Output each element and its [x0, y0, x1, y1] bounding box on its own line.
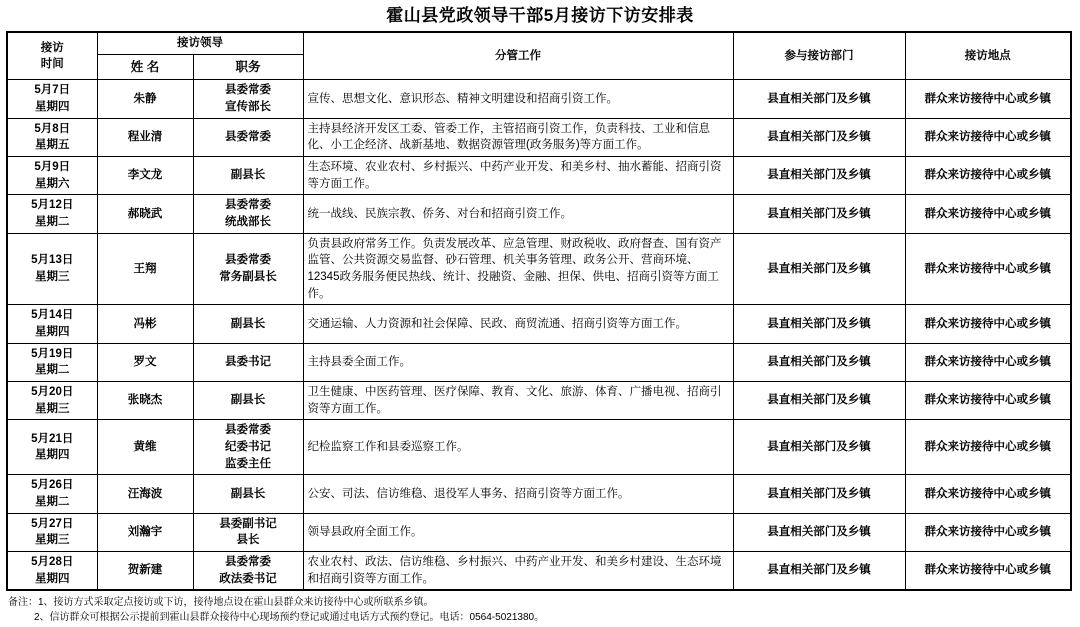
- cell-work: 农业农村、政法、信访维稳、乡村振兴、中药产业开发、和美乡村建设、生态环境和招商引资等方面工作。: [303, 551, 733, 590]
- cell-weekday: 星期三: [35, 270, 70, 283]
- cell-post: [193, 118, 303, 156]
- cell-post: [193, 513, 303, 551]
- cell-dept: 县直相关部门及乡镇: [733, 513, 905, 551]
- cell-dept: 县直相关部门及乡镇: [733, 420, 905, 475]
- column-header-place: 接访地点: [905, 32, 1071, 79]
- cell-weekday: 星期二: [35, 215, 70, 228]
- cell-post: [193, 156, 303, 194]
- cell-weekday: 星期四: [35, 325, 70, 338]
- cell-date: 5月21日: [31, 432, 74, 445]
- cell-post: [193, 305, 303, 343]
- cell-post-line: 县委常委: [225, 555, 271, 568]
- cell-weekday: 星期二: [35, 364, 70, 377]
- table-row: [7, 420, 1071, 475]
- cell-place: 群众来访接待中心或乡镇: [905, 551, 1071, 590]
- cell-date: 5月19日: [31, 347, 74, 360]
- cell-post-line: 副县长: [230, 317, 266, 330]
- cell-weekday: 星期六: [35, 177, 70, 190]
- cell-name: 冯彬: [97, 305, 193, 343]
- cell-weekday: 星期四: [35, 100, 70, 113]
- table-row: [7, 381, 1071, 419]
- cell-weekday: 星期三: [35, 534, 70, 547]
- table-row: [7, 195, 1071, 233]
- cell-place: 群众来访接待中心或乡镇: [905, 305, 1071, 343]
- table-row: [7, 156, 1071, 194]
- cell-name: 李文龙: [97, 156, 193, 194]
- cell-dept: 县直相关部门及乡镇: [733, 381, 905, 419]
- cell-work: 纪检监察工作和县委巡察工作。: [303, 420, 733, 475]
- cell-post-line: 县委书记: [225, 355, 271, 368]
- cell-date: 5月14日: [31, 309, 74, 322]
- cell-place: 群众来访接待中心或乡镇: [905, 381, 1071, 419]
- cell-name: 郝晓武: [97, 195, 193, 233]
- column-header-leader-group: 接访领导: [97, 32, 303, 54]
- cell-dept: 县直相关部门及乡镇: [733, 195, 905, 233]
- cell-post-line: 纪委书记: [225, 440, 271, 453]
- cell-place: 群众来访接待中心或乡镇: [905, 156, 1071, 194]
- cell-work: 宣传、思想文化、意识形态、精神文明建设和招商引资工作。: [303, 80, 733, 118]
- cell-work: 领导县政府全面工作。: [303, 513, 733, 551]
- cell-time: [7, 118, 97, 156]
- cell-time: [7, 513, 97, 551]
- cell-post-line: 县委常委: [225, 130, 271, 143]
- cell-name: 汪海波: [97, 475, 193, 513]
- cell-name: 黄维: [97, 420, 193, 475]
- cell-date: 5月13日: [31, 254, 74, 267]
- cell-post-line: 县委常委: [225, 424, 271, 437]
- cell-dept: 县直相关部门及乡镇: [733, 80, 905, 118]
- footnotes: [6, 595, 1074, 625]
- cell-time: [7, 156, 97, 194]
- cell-work: 统一战线、民族宗教、侨务、对台和招商引资工作。: [303, 195, 733, 233]
- cell-dept: 县直相关部门及乡镇: [733, 343, 905, 381]
- cell-post: [193, 551, 303, 590]
- table-row: [7, 513, 1071, 551]
- cell-place: 群众来访接待中心或乡镇: [905, 195, 1071, 233]
- cell-work: 负责县政府常务工作。负责发展改革、应急管理、财政税收、政府督查、国有资产监管、公共资源交易监督、砂石管理、机关事务管理、政务公开、营商环境、12345政务服务便民热线、统计、投融资、金融、担保、供电、招商引资等方面工作。: [303, 233, 733, 305]
- cell-work: 交通运输、人力资源和社会保障、民政、商贸流通、招商引资等方面工作。: [303, 305, 733, 343]
- cell-dept: 县直相关部门及乡镇: [733, 156, 905, 194]
- cell-work: 公安、司法、信访维稳、退役军人事务、招商引资等方面工作。: [303, 475, 733, 513]
- cell-name: 程业清: [97, 118, 193, 156]
- cell-dept: 县直相关部门及乡镇: [733, 118, 905, 156]
- table-row: [7, 233, 1071, 305]
- footnote-line-1: 备注：1、接访方式采取定点接访或下访，接待地点设在霍山县群众来访接待中心或所联系乡镇。: [8, 597, 434, 609]
- cell-weekday: 星期三: [35, 402, 70, 415]
- cell-post: [193, 233, 303, 305]
- cell-place: 群众来访接待中心或乡镇: [905, 80, 1071, 118]
- column-header-time-line2: 时间: [40, 58, 64, 71]
- cell-time: [7, 420, 97, 475]
- cell-post-line: 县委常委: [225, 199, 271, 212]
- table-row: [7, 80, 1071, 118]
- cell-name: 罗文: [97, 343, 193, 381]
- footnote-line-2: 2、信访群众可根据公示提前到霍山县群众接待中心现场预约登记或通过电话方式预约登记。电话：0564-5021380。: [34, 612, 545, 624]
- cell-post-line: 政法委书记: [219, 572, 277, 585]
- header-row-top: [7, 32, 1071, 54]
- cell-date: 5月26日: [31, 479, 74, 492]
- cell-weekday: 星期四: [35, 572, 70, 585]
- cell-post-line: 常务副县长: [219, 270, 277, 283]
- cell-dept: 县直相关部门及乡镇: [733, 233, 905, 305]
- cell-name: 王翔: [97, 233, 193, 305]
- cell-name: 刘瀚宇: [97, 513, 193, 551]
- cell-post: [193, 80, 303, 118]
- cell-post: [193, 420, 303, 475]
- cell-post-line: 县委常委: [225, 84, 271, 97]
- cell-time: [7, 343, 97, 381]
- cell-date: 5月8日: [34, 122, 71, 135]
- column-header-time-line1: 接访: [40, 41, 64, 54]
- cell-time: [7, 305, 97, 343]
- cell-post-line: 宣传部长: [225, 100, 271, 113]
- cell-place: 群众来访接待中心或乡镇: [905, 118, 1071, 156]
- cell-post-line: 监委主任: [225, 457, 271, 470]
- cell-post-line: 县委副书记: [219, 517, 277, 530]
- schedule-table: [6, 31, 1072, 591]
- cell-place: 群众来访接待中心或乡镇: [905, 420, 1071, 475]
- cell-weekday: 星期五: [35, 139, 70, 152]
- cell-dept: 县直相关部门及乡镇: [733, 475, 905, 513]
- column-header-post: 职务: [193, 55, 303, 80]
- cell-place: 群众来访接待中心或乡镇: [905, 343, 1071, 381]
- cell-name: 张晓杰: [97, 381, 193, 419]
- cell-work: 主持县委全面工作。: [303, 343, 733, 381]
- cell-name: 贺新建: [97, 551, 193, 590]
- cell-time: [7, 551, 97, 590]
- cell-post-line: 副县长: [230, 169, 266, 182]
- cell-time: [7, 195, 97, 233]
- column-header-dept: 参与接访部门: [733, 32, 905, 79]
- cell-date: 5月12日: [31, 199, 74, 212]
- cell-post-line: 县委常委: [225, 254, 271, 267]
- table-body: [7, 80, 1071, 591]
- cell-date: 5月28日: [31, 555, 74, 568]
- cell-post: [193, 475, 303, 513]
- cell-place: 群众来访接待中心或乡镇: [905, 233, 1071, 305]
- column-header-name: 姓 名: [97, 55, 193, 80]
- table-row: [7, 551, 1071, 590]
- cell-date: 5月7日: [34, 84, 71, 97]
- cell-dept: 县直相关部门及乡镇: [733, 305, 905, 343]
- cell-time: [7, 233, 97, 305]
- cell-time: [7, 475, 97, 513]
- table-header: [7, 32, 1071, 79]
- table-row: [7, 305, 1071, 343]
- cell-work: 生态环境、农业农村、乡村振兴、中药产业开发、和美乡村、抽水蓄能、招商引资等方面工作。: [303, 156, 733, 194]
- cell-work: 卫生健康、中医药管理、医疗保障、教育、文化、旅游、体育、广播电视、招商引资等方面工作。: [303, 381, 733, 419]
- cell-post-line: 统战部长: [225, 215, 271, 228]
- cell-place: 群众来访接待中心或乡镇: [905, 475, 1071, 513]
- table-row: [7, 118, 1071, 156]
- cell-work: 主持县经济开发区工委、管委工作，主管招商引资工作，负责科技、工业和信息化、小工企经济、战新基地、数据资源管理(政务服务)等方面工作。: [303, 118, 733, 156]
- cell-post: [193, 381, 303, 419]
- cell-dept: 县直相关部门及乡镇: [733, 551, 905, 590]
- cell-time: [7, 381, 97, 419]
- cell-date: 5月27日: [31, 517, 74, 530]
- cell-date: 5月20日: [31, 385, 74, 398]
- cell-post: [193, 195, 303, 233]
- cell-post-line: 副县长: [230, 394, 266, 407]
- cell-name: 朱静: [97, 80, 193, 118]
- cell-weekday: 星期四: [35, 449, 70, 462]
- column-header-work: 分管工作: [303, 32, 733, 79]
- table-row: [7, 343, 1071, 381]
- cell-post-line: 副县长: [230, 487, 266, 500]
- column-header-time: [7, 32, 97, 79]
- cell-time: [7, 80, 97, 118]
- page-title: 霍山县党政领导干部5月接访下访安排表: [386, 6, 694, 25]
- cell-post-line: 县长: [236, 534, 260, 547]
- table-row: [7, 475, 1071, 513]
- cell-weekday: 星期二: [35, 495, 70, 508]
- cell-post: [193, 343, 303, 381]
- cell-date: 5月9日: [34, 160, 71, 173]
- cell-place: 群众来访接待中心或乡镇: [905, 513, 1071, 551]
